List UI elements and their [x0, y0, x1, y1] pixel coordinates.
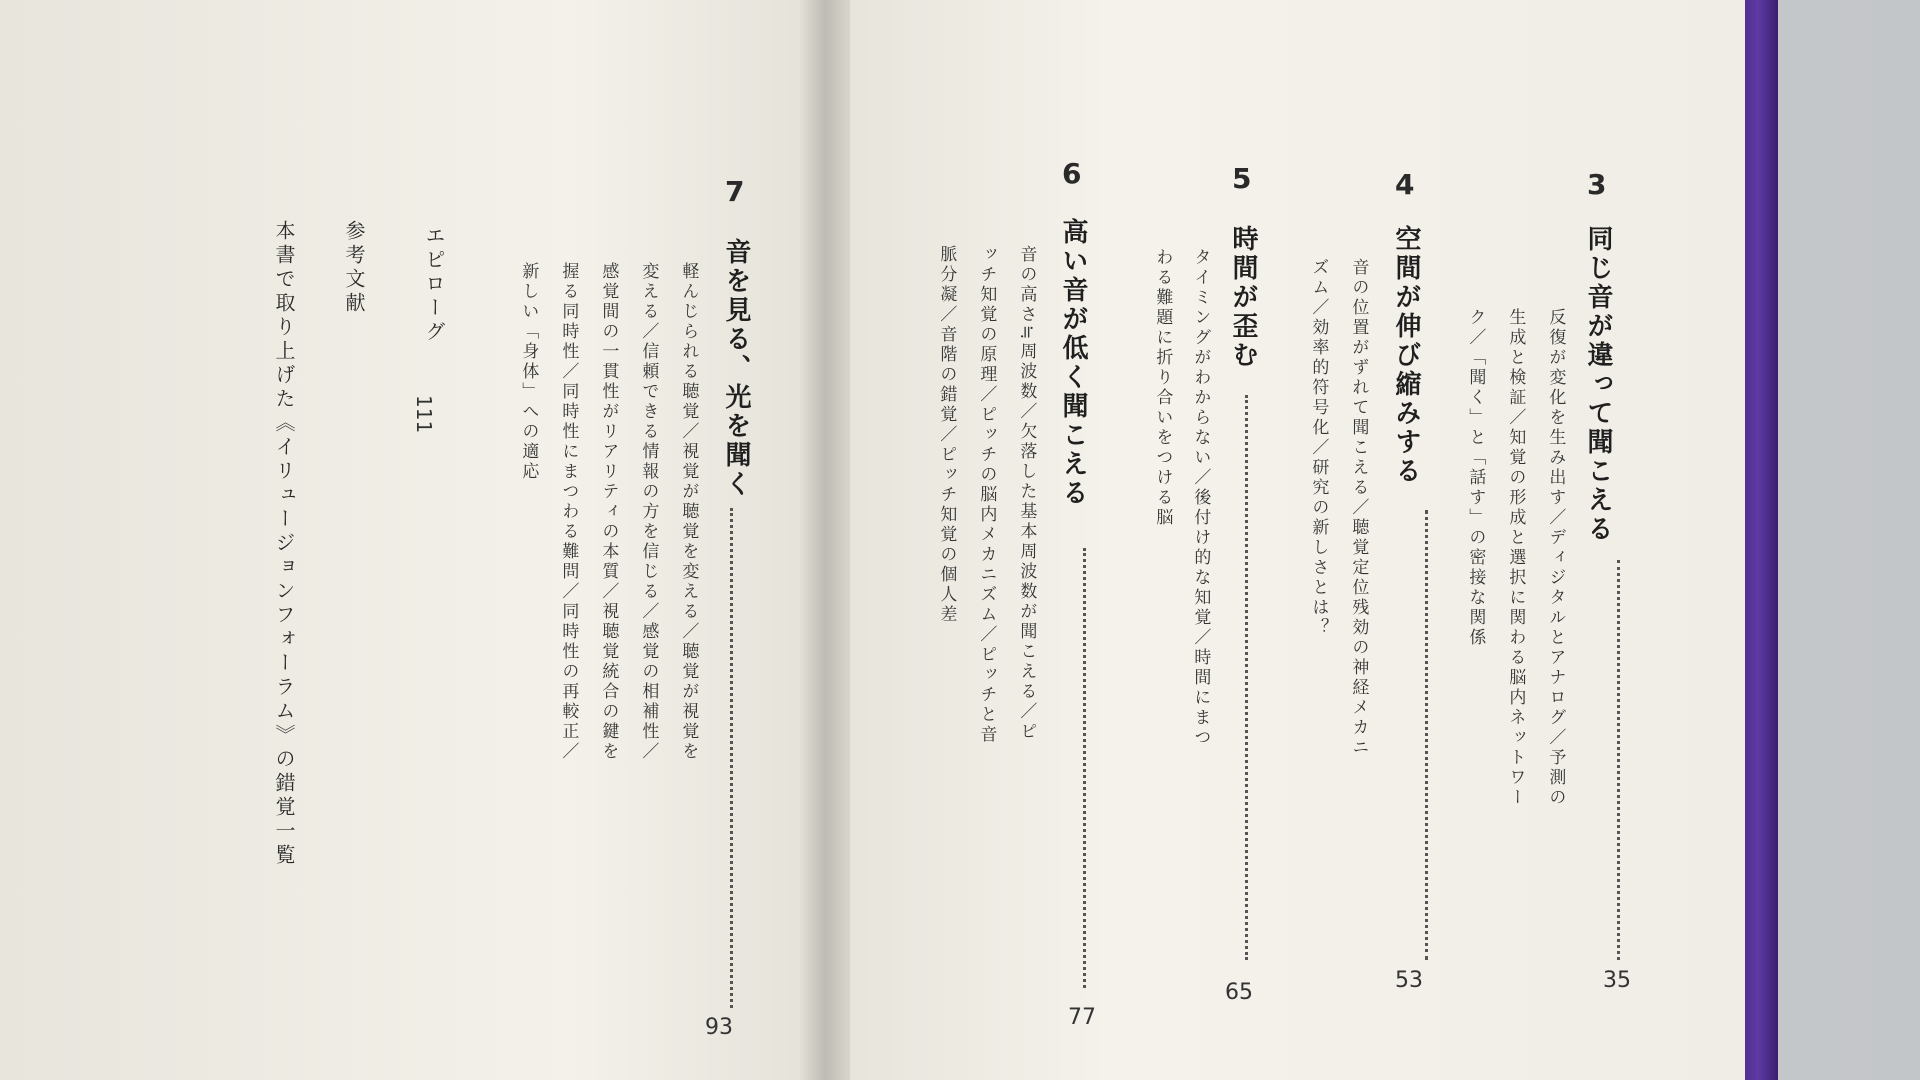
chapter-7-desc-line-2: 変える／信頼できる情報の方を信じる／感覚の相補性／ — [638, 262, 659, 762]
chapter-7-desc-line-4: 握る同時性／同時性にまつわる難問／同時性の再較正／ — [558, 262, 579, 762]
chapter-5-leader-dots — [1245, 395, 1248, 960]
chapter-5-title: 時間が歪む — [1228, 225, 1258, 370]
chapter-3-leader-dots — [1617, 560, 1620, 960]
chapter-3-title: 同じ音が違って聞こえる — [1583, 225, 1613, 544]
references-title: 参考文献 — [342, 220, 366, 316]
chapter-5-desc-line-1: タイミングがわからない／後付け的な知覚／時間にまつ — [1190, 248, 1211, 748]
chapter-4-desc-line-1: 音の位置がずれて聞こえる／聴覚定位残効の神経メカニ — [1348, 258, 1369, 758]
book-gutter — [800, 0, 850, 1080]
chapter-7-title: 音を見る、光を聞く — [721, 238, 751, 499]
chapter-3-page: 35 — [1603, 968, 1631, 993]
chapter-6-desc-line-2: ッチ知覚の原理／ピッチの脳内メカニズム／ピッチと音 — [976, 245, 997, 745]
chapter-3-desc-line-1: 反復が変化を生み出す／ディジタルとアナログ／予測の — [1545, 308, 1566, 808]
chapter-4-page: 53 — [1395, 968, 1423, 993]
chapter-6-leader-dots — [1083, 548, 1086, 988]
chapter-3-desc-line-3: ク／「聞く」と「話す」の密接な関係 — [1465, 308, 1486, 648]
chapter-7-number: 7 — [725, 175, 745, 208]
chapter-6-title: 高い音が低く聞こえる — [1058, 218, 1088, 508]
chapter-4-number: 4 — [1395, 168, 1415, 201]
chapter-4-leader-dots — [1425, 510, 1428, 960]
chapter-5-desc-line-2: わる難題に折り合いをつける脳 — [1152, 248, 1173, 528]
chapter-6-number: 6 — [1062, 157, 1082, 190]
chapter-5-number: 5 — [1232, 162, 1252, 195]
chapter-4-title: 空間が伸び縮みする — [1391, 225, 1421, 486]
chapter-6-desc-line-3: 脈分凝／音階の錯覚／ピッチ知覚の個人差 — [936, 245, 957, 625]
epilogue-title: エピローグ — [422, 225, 446, 345]
chapter-7-leader-dots — [730, 508, 733, 1008]
chapter-4-desc-line-2: ズム／効率的符号化／研究の新しさとは？ — [1308, 258, 1329, 638]
chapter-5-page: 65 — [1225, 980, 1253, 1005]
chapter-3-number: 3 — [1587, 168, 1607, 201]
illusion-list-title: 本書で取り上げた《イリュージョンフォーラム》の錯覚一覧 — [272, 220, 296, 868]
chapter-3-desc-line-2: 生成と検証／知覚の形成と選択に関わる脳内ネットワー — [1505, 308, 1526, 808]
chapter-7-desc-line-3: 感覚間の一貫性がリアリティの本質／視聴覚統合の鍵を — [598, 262, 619, 762]
chapter-6-desc-line-1: 音の高さ≒周波数／欠落した基本周波数が聞こえる／ピ — [1016, 245, 1037, 743]
epilogue-page: 111 — [412, 395, 436, 434]
chapter-7-desc-line-1: 軽んじられる聴覚／視覚が聴覚を変える／聴覚が視覚を — [678, 262, 699, 762]
chapter-7-desc-line-5: 新しい「身体」への適応 — [518, 262, 539, 482]
chapter-6-page: 77 — [1068, 1005, 1096, 1030]
chapter-7-page: 93 — [705, 1015, 733, 1040]
